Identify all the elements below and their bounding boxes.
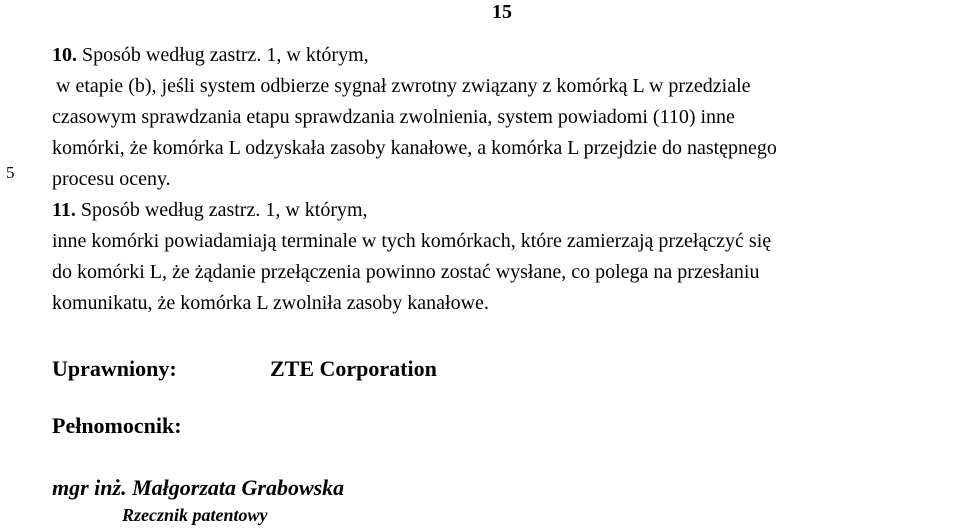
claim-11-heading [52, 195, 960, 226]
attorney-title: Rzecznik patentowy [122, 505, 268, 525]
attorney-label: Pełnomocnik: [52, 413, 182, 438]
claim-11-line-2: do komórki L, że żądanie przełączenia powinno zostać wysłane, co polega na przesłaniu [52, 261, 760, 283]
attorney-name: mgr inż. Małgorzata Grabowska [52, 475, 345, 500]
claims-section [52, 40, 960, 319]
claim-10 [52, 40, 960, 195]
claim-10-line-4: procesu oceny. [52, 168, 171, 190]
claim-10-heading [52, 40, 960, 71]
claim-10-number: 10. [52, 44, 77, 66]
claim-10-preamble: Sposób według zastrz. 1, w którym, [77, 44, 369, 66]
page-number: 15 [492, 1, 512, 23]
claim-11-line-3: komunikatu, że komórka L zwolniła zasoby kanałowe. [52, 292, 489, 314]
claim-10-line-1: w etapie (b), jeśli system odbierze sygnał zwrotny związany z komórką L w przedziale [56, 75, 751, 97]
claim-10-line-3: komórki, że komórka L odzyskała zasoby kanałowe, a komórka L przejdzie do następnego [52, 137, 777, 159]
claim-11 [52, 195, 960, 319]
applicant-label: Uprawniony: [52, 356, 177, 381]
line-number-marker: 5 [6, 163, 15, 182]
claim-11-number: 11. [52, 199, 76, 221]
claim-10-line-2: czasowym sprawdzania etapu sprawdzania zwolnienia, system powiadomi (110) inne [52, 106, 735, 128]
claim-11-preamble: Sposób według zastrz. 1, w którym, [75, 199, 368, 221]
claim-11-line-1: inne komórki powiadamiają terminale w tych komórkach, które zamierzają przełączyć się [52, 230, 772, 252]
applicant-name: ZTE Corporation [270, 356, 437, 381]
